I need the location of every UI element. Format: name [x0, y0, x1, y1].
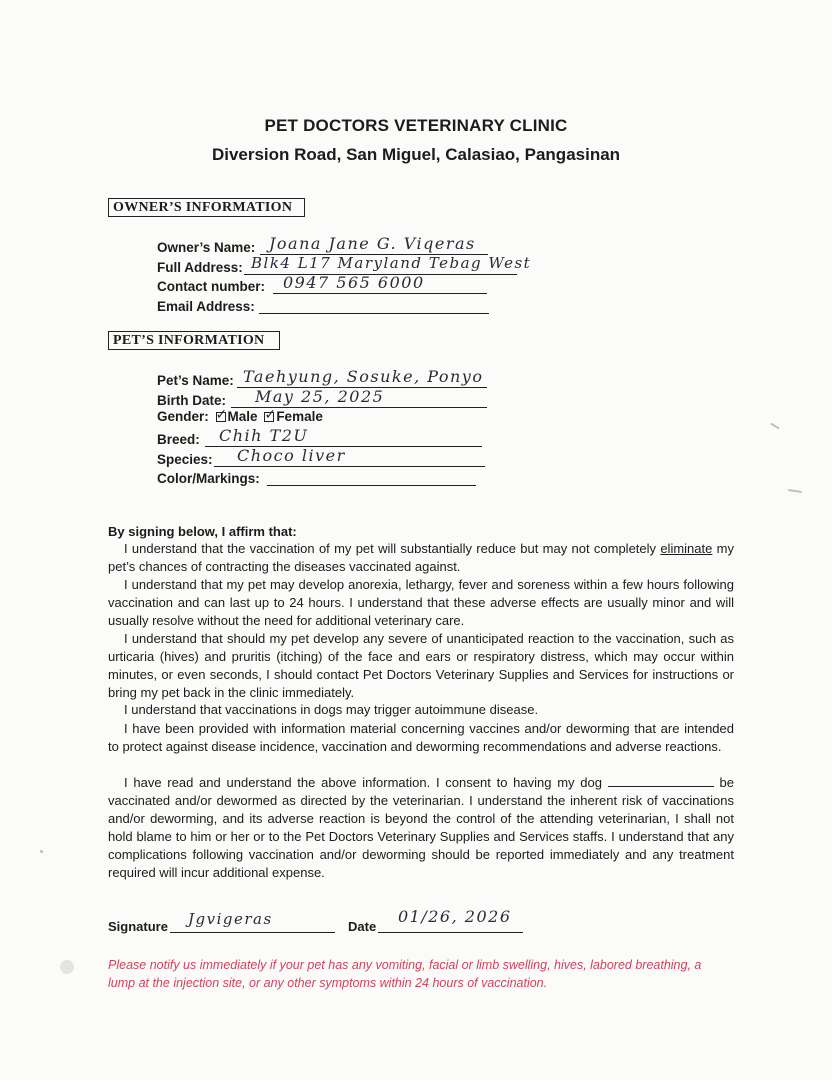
owner-name-value: Joana Jane G. Viqeras [269, 234, 476, 253]
female-checkbox[interactable] [264, 406, 277, 422]
owner-information-heading: OWNER’S INFORMATION [108, 198, 305, 217]
gender-label: Gender: [157, 409, 209, 424]
email-address-line [259, 313, 489, 314]
gender-field [157, 406, 323, 424]
affirmation-paragraph-3 [108, 630, 734, 702]
signature-value[interactable]: Jgvigeras [188, 910, 273, 928]
species-label: Species: [157, 452, 213, 467]
affirmation-paragraph-4 [108, 701, 734, 719]
affirmation-paragraph-2-text: I understand that my pet may develop anorexia, lethargy, fever and soreness within a few hours following vaccination and can last up to 24 hours. I understand that these adverse effects are usually minor and will usually resolve without the need for additional veterinary care. [108, 577, 734, 628]
email-address-label: Email Address: [157, 299, 255, 314]
signature-line [170, 932, 335, 933]
male-checkmark-icon: ✓ [215, 406, 228, 422]
color-markings-label: Color/Markings: [157, 471, 260, 486]
female-checkmark-icon: ✓ [264, 406, 277, 422]
contact-number-value: 0947 565 6000 [283, 273, 425, 292]
affirmation-paragraph-6-rest: be vaccinated and/or dewormed as directed by the veterinarian. I understand the inherent risk of vaccinations and/or deworming, and its adverse reaction is beyond the control of the attending veterinarian, I shall not hold blame to him or her or to the Pet Doctors Veterinary Supplies and Services staffs. I understand that any complications following vaccination and/or deworming should be reported immediately and any treatment required will incur additional expense. [108, 775, 734, 880]
date-line [378, 932, 523, 933]
affirmation-paragraph-5 [108, 720, 734, 756]
breed-value: Chih T2U [219, 426, 309, 445]
clinic-address: Diversion Road, San Miguel, Calasiao, Pangasinan [211, 145, 621, 164]
species-line [214, 466, 485, 467]
clinic-name: PET DOCTORS VETERINARY CLINIC [264, 116, 568, 135]
affirmation-paragraph-1-rest: my pet’s chances of contracting the diseases vaccinated against. [108, 541, 734, 574]
date-label: Date [348, 919, 377, 934]
pet-information-heading: PET’S INFORMATION [108, 331, 280, 350]
scan-mark [770, 423, 779, 429]
full-address-value: Blk4 L17 Maryland Tebag West [251, 254, 532, 272]
owner-name-label: Owner’s Name: [157, 240, 256, 255]
affirmation-paragraph-1-text: I understand that the vaccination of my pet will substantially reduce but may not completely [124, 541, 661, 556]
birth-date-value: May 25, 2025 [255, 387, 385, 406]
affirmation-title: By signing below, I affirm that: [108, 524, 297, 539]
affirmation-paragraph-1-underlined: eliminate [660, 541, 713, 556]
color-markings-line [267, 485, 476, 486]
female-label: Female [276, 409, 323, 424]
signature-label: Signature [108, 919, 168, 934]
scan-mark [40, 850, 43, 853]
pet-name-label: Pet’s Name: [157, 373, 234, 388]
contact-number-label: Contact number: [157, 279, 265, 294]
scan-mark [788, 489, 802, 492]
full-address-label: Full Address: [157, 260, 243, 275]
affirmation-paragraph-6-text: I have read and understand the above information. I consent to having my dog [124, 775, 602, 790]
post-vaccination-notice: Please notify us immediately if your pet has any vomiting, facial or limb swelling, hives, labored breathing, a lump at the injection site, or any other symptoms within 24 hours of vaccination. [108, 958, 702, 990]
affirmation-paragraph-6 [108, 774, 734, 882]
affirmation-paragraph-2 [108, 576, 734, 630]
affirmation-paragraph-3-text: I understand that should my pet develop any severe of unanticipated reaction to the vaccination, such as urticaria (hives) and pruritis (itching) of the face and ears or respiratory distress, which may occur within minutes, or even seconds, I should contact Pet Doctors Veterinary Supplies and Services for instructions or bring my pet back in the clinic immediately. [108, 631, 734, 700]
affirmation-paragraph-5-text: I have been provided with information material concerning vaccines and/or deworming that are intended to protect against disease incidence, vaccination and deworming recommendations and adverse reactions. [108, 721, 734, 754]
affirmation-paragraph-4-text: I understand that vaccinations in dogs may trigger autoimmune disease. [124, 702, 539, 717]
affirmation-paragraph-1 [108, 540, 734, 576]
breed-label: Breed: [157, 432, 200, 447]
scan-mark [60, 960, 74, 974]
dog-name-blank[interactable] [608, 776, 714, 787]
pet-name-value: Taehyung, Sosuke, Ponyo [243, 367, 484, 386]
species-value: Choco liver [237, 446, 346, 465]
date-value[interactable]: 01/26, 2026 [398, 907, 512, 926]
male-checkbox[interactable] [215, 406, 228, 422]
contact-number-line [273, 293, 487, 294]
birth-date-label: Birth Date: [157, 393, 227, 408]
male-label: Male [227, 409, 258, 424]
